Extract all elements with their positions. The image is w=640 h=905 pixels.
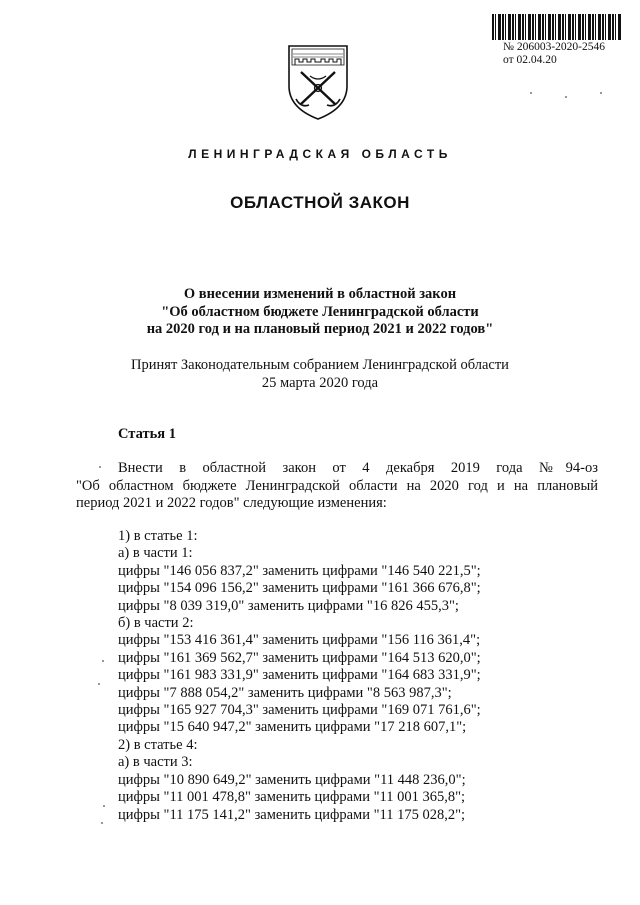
coat-of-arms-icon: [283, 42, 353, 122]
list-item: цифры "161 369 562,7" заменить цифрами "164 513 620,0";: [118, 649, 481, 666]
adoption-note: [60, 357, 580, 392]
law-title: [60, 286, 580, 339]
registration-date: от 02.04.20: [503, 54, 557, 66]
article-intro: [76, 460, 598, 513]
list-item: цифры "11 001 478,8" заменить цифрами "11 001 365,8";: [118, 789, 466, 806]
registration-number: № 206003-2020-2546: [503, 41, 606, 53]
list-item: цифры "154 096 156,2" заменить цифрами "161 366 676,8";: [118, 580, 481, 597]
list-item: б) в части 2:: [118, 615, 194, 632]
list-item: цифры "15 640 947,2" заменить цифрами "17 218 607,1";: [118, 719, 467, 736]
scan-speck: [101, 822, 103, 824]
scan-speck: [600, 92, 602, 94]
barcode: [492, 14, 622, 40]
scan-speck: [98, 683, 100, 685]
list-item: цифры "11 175 141,2" заменить цифрами "11 175 028,2";: [118, 806, 466, 823]
law-title-line: "Об областном бюджете Ленинградской области: [161, 303, 479, 320]
list-item: 1) в статье 1:: [118, 528, 198, 544]
list-item: цифры "146 056 837,2" заменить цифрами "146 540 221,5";: [118, 562, 481, 579]
list-item: а) в части 1:: [118, 545, 193, 562]
law-title-line: О внесении изменений в областной закон: [183, 286, 457, 302]
list-item: цифры "161 983 331,9" заменить цифрами "164 683 331,9";: [118, 667, 481, 684]
region-name: ЛЕНИНГРАДСКАЯ ОБЛАСТЬ: [188, 147, 452, 161]
list-item: цифры "165 927 704,3" заменить цифрами "169 071 761,6";: [118, 702, 481, 719]
amendments-list: [118, 528, 481, 824]
list-item: цифры "153 416 361,4" заменить цифрами "156 116 361,4";: [118, 632, 481, 649]
list-item: 2) в статье 4:: [118, 736, 198, 753]
intro-line: Внести в областной закон от 4 декабря 2019 года №94-оз: [118, 460, 598, 476]
law-title-line: на 2020 год и на плановый период 2021 и 2022 годов": [146, 321, 494, 337]
registration-stamp: [503, 41, 605, 67]
intro-line: период 2021 и 2022 годов" следующие изменения:: [76, 495, 387, 511]
list-item: а) в части 3:: [118, 754, 193, 771]
scan-speck: [530, 92, 532, 94]
law-type-heading: ОБЛАСТНОЙ ЗАКОН: [230, 193, 410, 212]
scan-speck: [565, 96, 567, 98]
adoption-line: Принят Законодательным собранием Ленинградской области: [131, 357, 509, 373]
list-item: цифры "7 888 054,2" заменить цифрами "8 563 987,3";: [118, 684, 452, 701]
list-item: цифры "10 890 649,2" заменить цифрами "11 448 236,0";: [118, 771, 466, 788]
intro-line: "Об областном бюджете Ленинградской области на 2020 год и на плановый: [76, 477, 598, 494]
article-heading: Статья 1: [118, 426, 176, 442]
scan-speck: [99, 466, 101, 468]
scan-speck: [103, 805, 105, 807]
scan-speck: [102, 660, 104, 662]
list-item: цифры "8 039 319,0" заменить цифрами "16 826 455,3";: [118, 597, 459, 614]
adoption-date: 25 марта 2020 года: [261, 374, 379, 391]
